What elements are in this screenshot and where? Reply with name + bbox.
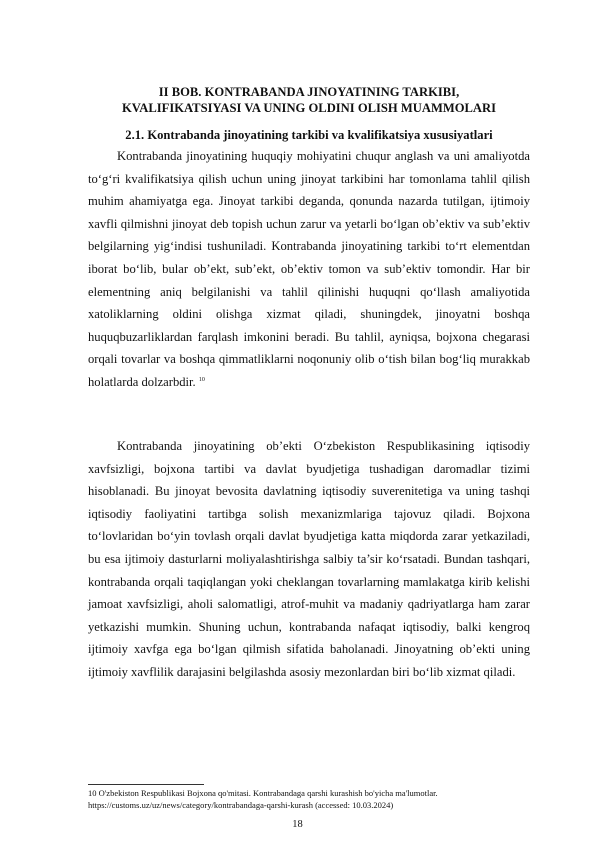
chapter-title-line-1: II BOB. KONTRABANDA JINOYATINING TARKIBI, — [158, 85, 460, 99]
footnote — [88, 787, 548, 811]
section-title: 2.1. Kontrabanda jinoyatining tarkibi va kvalifikatsiya xususiyatlari — [125, 128, 493, 142]
chapter-title-line-2: KVALIFIKATSIYASI VA UNING OLDINI OLISH MUAMMOLARI — [121, 101, 497, 115]
paragraph-1-text: Kontrabanda jinoyatining huquqiy mohiyatini chuqur anglash va uni amaliyotda to‘g‘ri kvalifikatsiya qilish uchun uning jinoyat tarkibini har tomonlama tahlil qilish muhim ahamiyatga ega. Jinoyat tarkibi deganda, qonunda nazarda tutilgan, ijtimoiy xavfli qilmishni jinoyat deb topish uchun zarur va yetarli bo‘lgan ob’ektiv va sub’ektiv belgilarning yig‘indisi tushuniladi. Kontrabanda jinoyatining tarkibi to‘rt elementdan iborat bo‘lib, bular ob’ekt, sub’ekt, ob’ektiv tomon va sub’ektiv tomondir. Har bir elementning aniq belgilanishi va tahlil qilinishi huquqni qo‘llash amaliyotida xatoliklarning oldini olishga xizmat qiladi, shuningdek, jinoyatni boshqa huquqbuzarliklardan farqlash imkonini beradi. Bu tahlil, ayniqsa, bojxona chegarasi orqali tovarlar va boshqa qimmatliklarni noqonuniy olib o‘tish bilan bog‘liq murakkab holatlarda dolzarbdir. — [88, 149, 530, 389]
footnote-citation: 10 O'zbekiston Respublikasi Bojxona qo'mitasi. Kontrabandaga qarshi kurashish bo'yicha ma'lumotlar. — [88, 788, 438, 798]
body-paragraph-1 — [88, 145, 530, 394]
body-paragraph-2: Kontrabanda jinoyatining ob’ekti O‘zbekiston Respublikasining iqtisodiy xavfsizligi, bojxona tartibi va davlat byudjetiga tushadigan daromadlar tizimi hisoblanadi. Bu jinoyat bevosita davlatning iqtisodiy suverenitetiga va uning tashqi iqtisodiy faoliyatini tartibga solish mexanizmlariga tajovuz qiladi. Bojxona to‘lovlaridan bo‘yin tovlash orqali davlat byudjetiga katta miqdorda zarar yetkaziladi, bu esa ijtimoiy dasturlarni moliyalashtirishga salbiy ta’sir ko‘rsatadi. Bundan tashqari, kontrabanda orqali taqiqlangan yoki cheklangan tovarlarning mamlakatga kirib kelishi jamoat xavfsizligi, aholi salomatligi, atrof-muhit va madaniy qadriyatlarga ham zarar yetkazishi mumkin. Shuning uchun, kontrabanda nafaqat iqtisodiy, balki kengroq ijtimoiy xavfga ega bo‘lgan qilmish sifatida baholanadi. Jinoyatning ob’ekti uning ijtimoiy xavflilik darajasini belgilashda asosiy mezonlardan biri bo‘lib xizmat qiladi. — [88, 439, 530, 679]
footnote-divider — [88, 784, 204, 785]
footnote-link[interactable]: https://customs.uz/uz/news/category/kontrabandaga-qarshi-kurash (accessed: 10.03.2024) — [88, 800, 394, 810]
page-number: 18 — [292, 819, 303, 830]
footnote-reference[interactable]: 10 — [198, 376, 205, 383]
